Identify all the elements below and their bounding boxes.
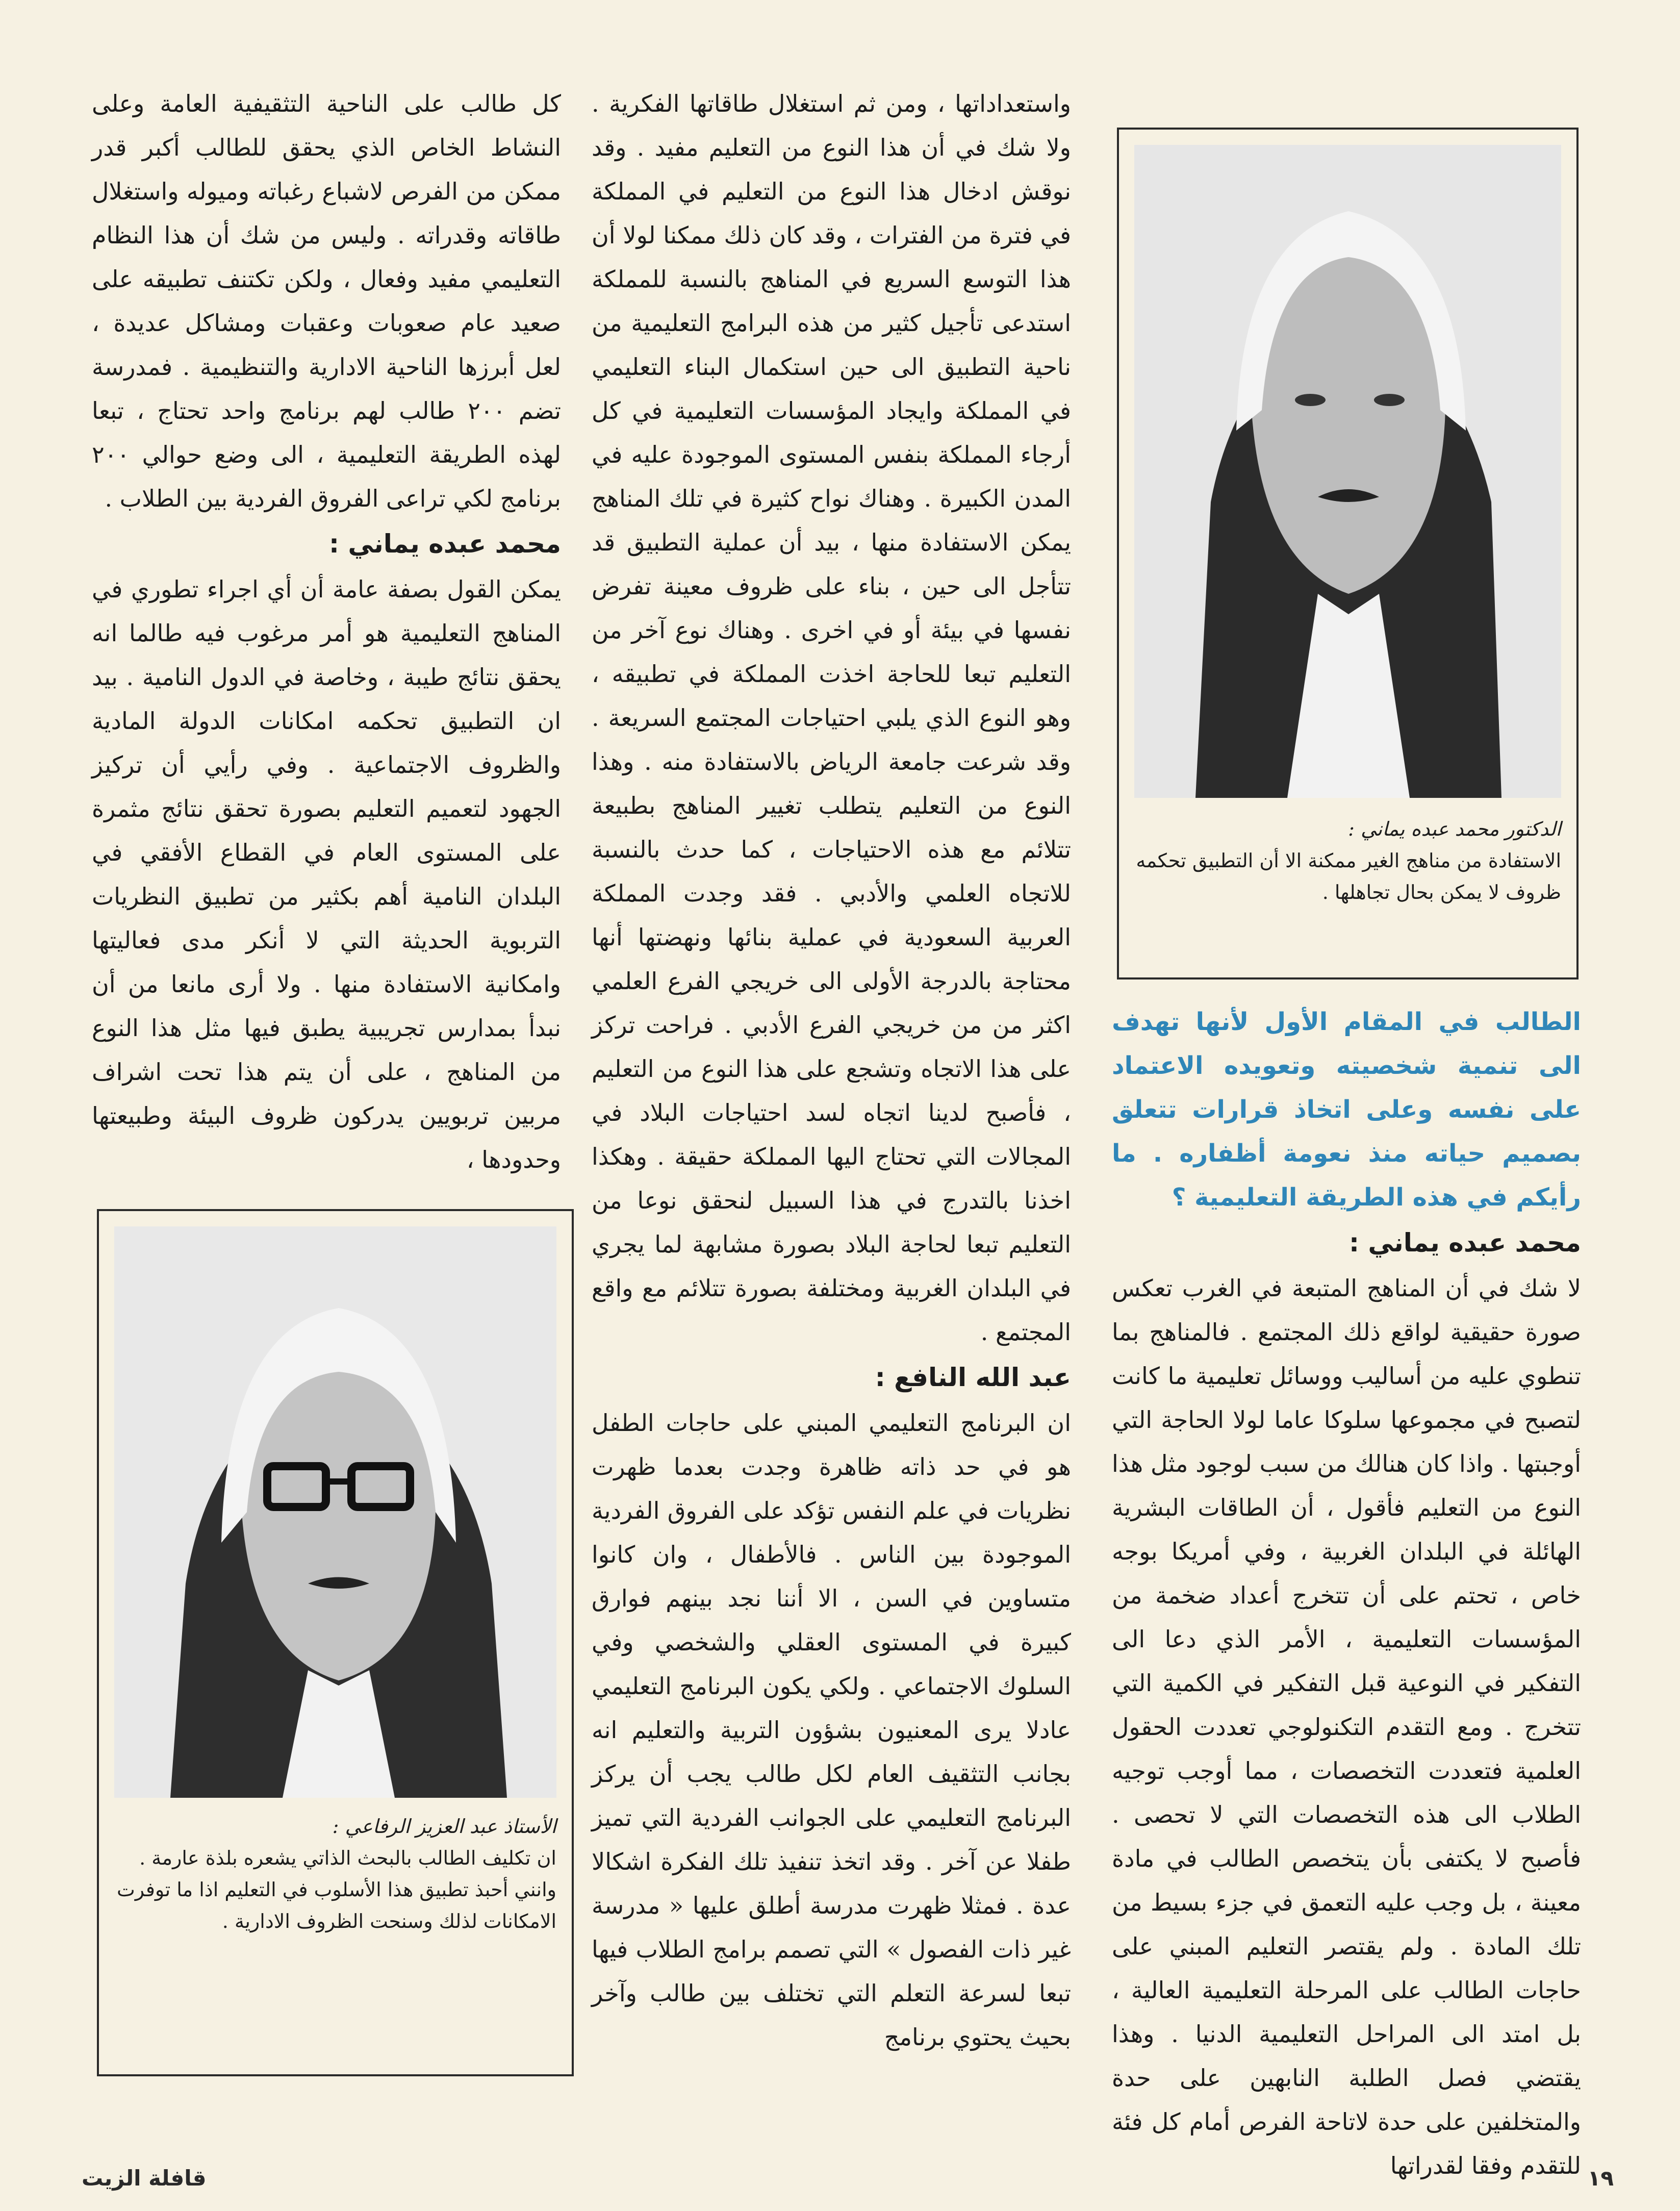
portrait-yamani bbox=[1134, 145, 1561, 798]
speaker-heading: محمد عبده يماني : bbox=[1348, 1228, 1581, 1258]
speaker-heading: محمد عبده يماني : bbox=[328, 529, 561, 559]
answer-paragraph: لا شك في أن المناهج المتبعة في الغرب تعكس صورة حقيقية لواقع ذلك المجتمع . فالمناهج بما تنطوي عليه من أساليب ووسائل تعليمية ما كانت لتصبح في مجموعها سلوكا عاما لولا الحاجة التي أوجبتها . واذا كان هنالك من سبب لوجود مثل هذا النوع من التعليم فأقول ، أن الطاقات البشرية الهائلة في البلدان الغربية ، وفي أمريكا بوجه خاص ، تحتم على أن تتخرج أعداد ضخمة من المؤسسات التعليمية ، الأمر الذي دعا الى التفكير في النوعية قبل التفكير في الكمية التي تتخرج . ومع التقدم التكنولوجي تعددت الحقول العلمية فتعددت التخصصات ، مما أوجب توجيه الطلاب الى هذه التخصصات التي لا تحصى . فأصبح لا يكتفى بأن يتخصص الطالب في مادة معينة ، بل وجب عليه التعمق في جزء بسيط من تلك المادة . ولم يقتصر التعليم المبني على حاجات الطالب على المرحلة التعليمية العالية ، بل امتد الى المراحل التعليمية الدنيا . وهذا يقتضي فصل الطلبة النابهين على حدة والمتخلفين على حدة لاتاحة الفرص أمام كل فئة للتقدم وفقا لقدراتها bbox=[1112, 1274, 1581, 2179]
portrait-yamani-drawing bbox=[1134, 145, 1561, 798]
portrait-rifai bbox=[114, 1226, 556, 1798]
interview-question: الطالب في المقام الأول لأنها تهدف الى تنمية شخصيته وتعويده الاعتماد على نفسه وعلى اتخاذ قرارات تتعلق بصميم حياته منذ نعومة أظفاره . ما رأيكم في هذه الطريقة التعليمية ؟ bbox=[1112, 1008, 1581, 1212]
page-number: ١٩ bbox=[1587, 2166, 1614, 2191]
caption-name: الدكتور محمد عبده يماني : bbox=[1348, 818, 1561, 840]
portrait-caption-yamani bbox=[1134, 813, 1561, 966]
magazine-name: قافلة الزيت bbox=[82, 2166, 207, 2191]
portrait-caption-rifai bbox=[114, 1811, 556, 2066]
answer-paragraph: واستعداداتها ، ومن ثم استغلال طاقاتها الفكرية . ولا شك في أن هذا النوع من التعليم مفيد . وقد نوقش ادخال هذا النوع من التعليم في المملكة في فترة من الفترات ، وقد كان ذلك ممكنا لولا أن هذا التوسع السريع في المناهج بالنسبة للمملكة استدعى تأجيل كثير من هذه البرامج التعليمية من ناحية التطبيق الى حين استكمال البناء التعليمي في المملكة وايجاد المؤسسات التعليمية في كل أرجاء المملكة بنفس المستوى الموجودة عليه في المدن الكبيرة . وهناك نواح كثيرة في تلك المناهج يمكن الاستفادة منها ، بيد أن عملية التطبيق قد تتأجل الى حين ، بناء على ظروف معينة تفرض نفسها في بيئة أو في اخرى . وهناك نوع آخر من التعليم تبعا للحاجة اخذت المملكة في تطبيقه ، وهو النوع الذي يلبي احتياجات المجتمع السريعة . وقد شرعت جامعة الرياض بالاستفادة منه . وهذا النوع من التعليم يتطلب تغيير المناهج بطبيعة تتلائم مع هذه الاحتياجات ، كما حدث بالنسبة للاتجاه العلمي والأدبي . فقد وجدت المملكة العربية السعودية في عملية بنائها ونهضتها أنها محتاجة بالدرجة الأولى الى خريجي الفرع العلمي اكثر من من خريجي الفرع الأدبي . فراحت تركز على هذا الاتجاه وتشجع على هذا النوع من التعليم ، فأصبح لدينا اتجاه لسد احتياجات البلاد في المجالات التي تحتاج اليها المملكة حقيقة . وهكذا اخذنا بالتدرج في هذا السبيل لنحقق نوعا من التعليم تبعا لحاجة البلاد بصورة مشابهة لما يجري في البلدان الغربية ومختلفة بصورة تتلائم مع واقع المجتمع . bbox=[592, 90, 1071, 1346]
caption-quote: الاستفادة من مناهج الغير ممكنة الا أن التطبيق تحكمه ظروف لا يمكن بحال تجاهلها . bbox=[1136, 849, 1561, 903]
speaker-heading: عبد الله النافع : bbox=[875, 1363, 1071, 1392]
answer-paragraph: ان البرنامج التعليمي المبني على حاجات الطفل هو في حد ذاته ظاهرة وجدت بعدما ظهرت نظريات في علم النفس تؤكد على الفروق الفردية الموجودة بين الناس . فالأطفال ، وان كانوا متساوين في السن ، الا أننا نجد بينهم فوارق كبيرة في المستوى العقلي والشخصي وفي السلوك الاجتماعي . ولكي يكون البرنامج التعليمي عادلا يرى المعنيون بشؤون التربية والتعليم انه بجانب التثقيف العام لكل طالب يجب أن يركز البرنامج التعليمي على الجوانب الفردية التي تميز طفلا عن آخر . وقد اتخذ تنفيذ تلك الفكرة اشكالا عدة . فمثلا ظهرت مدرسة أطلق عليها « مدرسة غير ذات الفصول » التي تصمم برامج الطلاب فيها تبعا لسرعة التعلم التي تختلف بين طالب وآخر بحيث يحتوي برنامج bbox=[592, 1409, 1071, 2051]
portrait-frame-rifai bbox=[97, 1209, 574, 2076]
portrait-frame-yamani bbox=[1117, 128, 1579, 979]
column-middle-text bbox=[592, 82, 1071, 2066]
caption-quote: ان تكليف الطالب بالبحث الذاتي يشعره بلذة عارمة . وانني أحبذ تطبيق هذا الأسلوب في التعليم اذا ما توفرت الامكانات لذلك وسنحت الظروف الادارية . bbox=[117, 1847, 556, 1932]
answer-paragraph: يمكن القول بصفة عامة أن أي اجراء تطوري في المناهج التعليمية هو أمر مرغوب فيه طالما انه يحقق نتائج طيبة ، وخاصة في الدول النامية . بيد ان التطبيق تحكمه امكانات الدولة المادية والظروف الاجتماعية . وفي رأيي أن تركيز الجهود لتعميم التعليم بصورة تحقق نتائج مثمرة على المستوى العام في القطاع الأفقي في البلدان النامية أهم بكثير من تطبيق النظريات التربوية الحديثة التي لا أنكر مدى فعاليتها وامكانية الاستفادة منها . ولا أرى مانعا من أن نبدأ بمدارس تجريبية يطبق فيها مثل هذا النوع من المناهج ، على أن يتم هذا تحت اشراف مربين تربويين يدركون ظروف البيئة وطبيعتها وحدودها ، bbox=[92, 575, 561, 1173]
caption-name: الأستاذ عبد العزيز الرفاعي : bbox=[332, 1815, 556, 1838]
portrait-rifai-drawing bbox=[114, 1226, 556, 1798]
column-right-text bbox=[1112, 1000, 1581, 2179]
column-left-text bbox=[92, 82, 561, 1214]
answer-paragraph: كل طالب على الناحية التثقيفية العامة وعلى النشاط الخاص الذي يحقق للطالب أكبر قدر ممكن من الفرص لاشباع رغباته وميوله واستغلال طاقاته وقدراته . وليس من شك أن هذا النظام التعليمي مفيد وفعال ، ولكن تكتنف تطبيقه على صعيد عام صعوبات وعقبات ومشاكل عديدة ، لعل أبرزها الناحية الادارية والتنظيمية . فمدرسة تضم ٢٠٠ طالب لهم برنامج واحد تحتاج ، تبعا لهذه الطريقة التعليمية ، الى وضع حوالي ٢٠٠ برنامج لكي تراعى الفروق الفردية بين الطلاب . bbox=[92, 90, 562, 512]
